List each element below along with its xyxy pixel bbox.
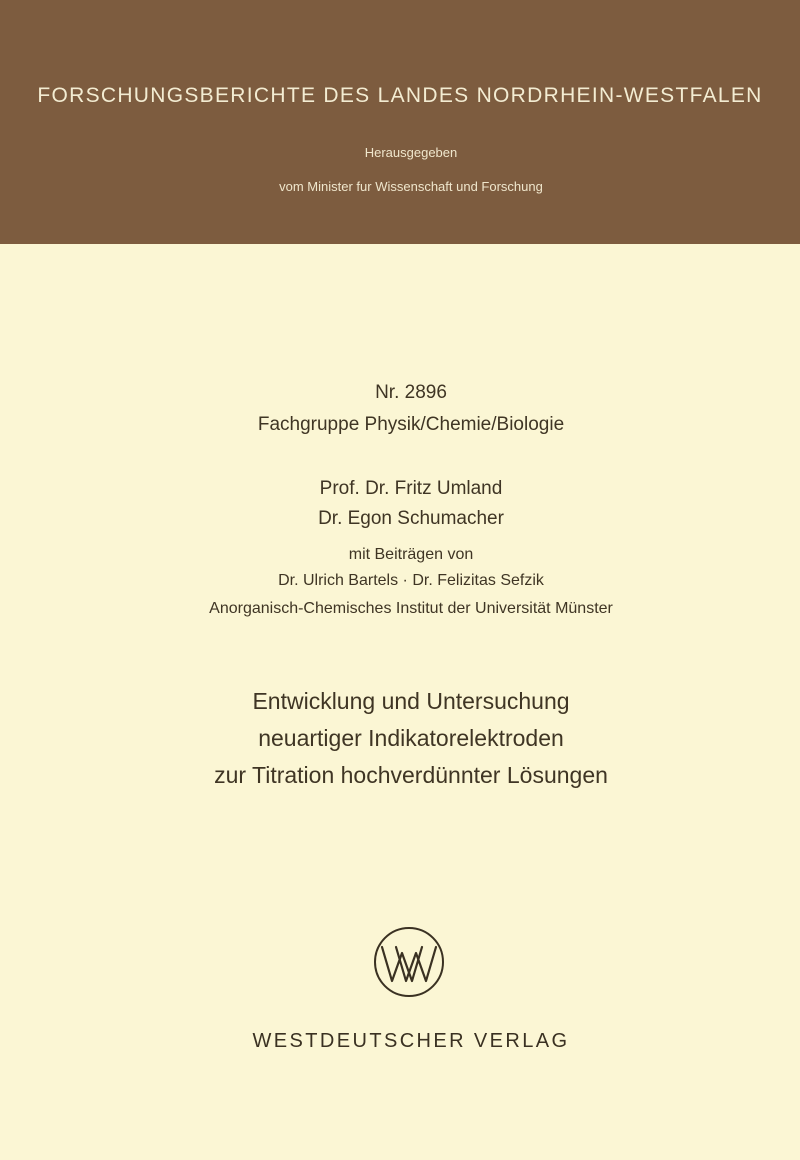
book-title-line-2: neuartiger Indikatorelektroden (258, 725, 564, 751)
series-title: FORSCHUNGSBERICHTE DES LANDES NORDRHEIN-WESTFALEN (37, 84, 763, 107)
ww-circle-logo-icon (372, 925, 446, 999)
report-number: Nr. 2896 (375, 382, 447, 403)
series-header-band (0, 0, 800, 244)
author-primary-2: Dr. Egon Schumacher (318, 508, 504, 529)
issued-by-label: Herausgegeben (364, 145, 458, 160)
book-title (0, 683, 800, 794)
book-title-line-1: Entwicklung und Untersuchung (252, 688, 570, 714)
contributions-intro: mit Beiträgen von (348, 546, 474, 563)
institute-name: Anorganisch-Chemisches Institut der Universität Münster (209, 600, 613, 617)
contributors-list: Dr. Ulrich Bartels · Dr. Felizitas Sefzik (278, 572, 544, 589)
author-primary-1: Prof. Dr. Fritz Umland (319, 478, 503, 499)
subject-group: Fachgruppe Physik/Chemie/Biologie (257, 414, 565, 435)
book-title-line-3: zur Titration hochverdünnter Lösungen (214, 762, 608, 788)
publisher-name: WESTDEUTSCHER VERLAG (252, 1030, 570, 1052)
issuer-label: vom Minister fur Wissenschaft und Forschung (279, 179, 543, 194)
